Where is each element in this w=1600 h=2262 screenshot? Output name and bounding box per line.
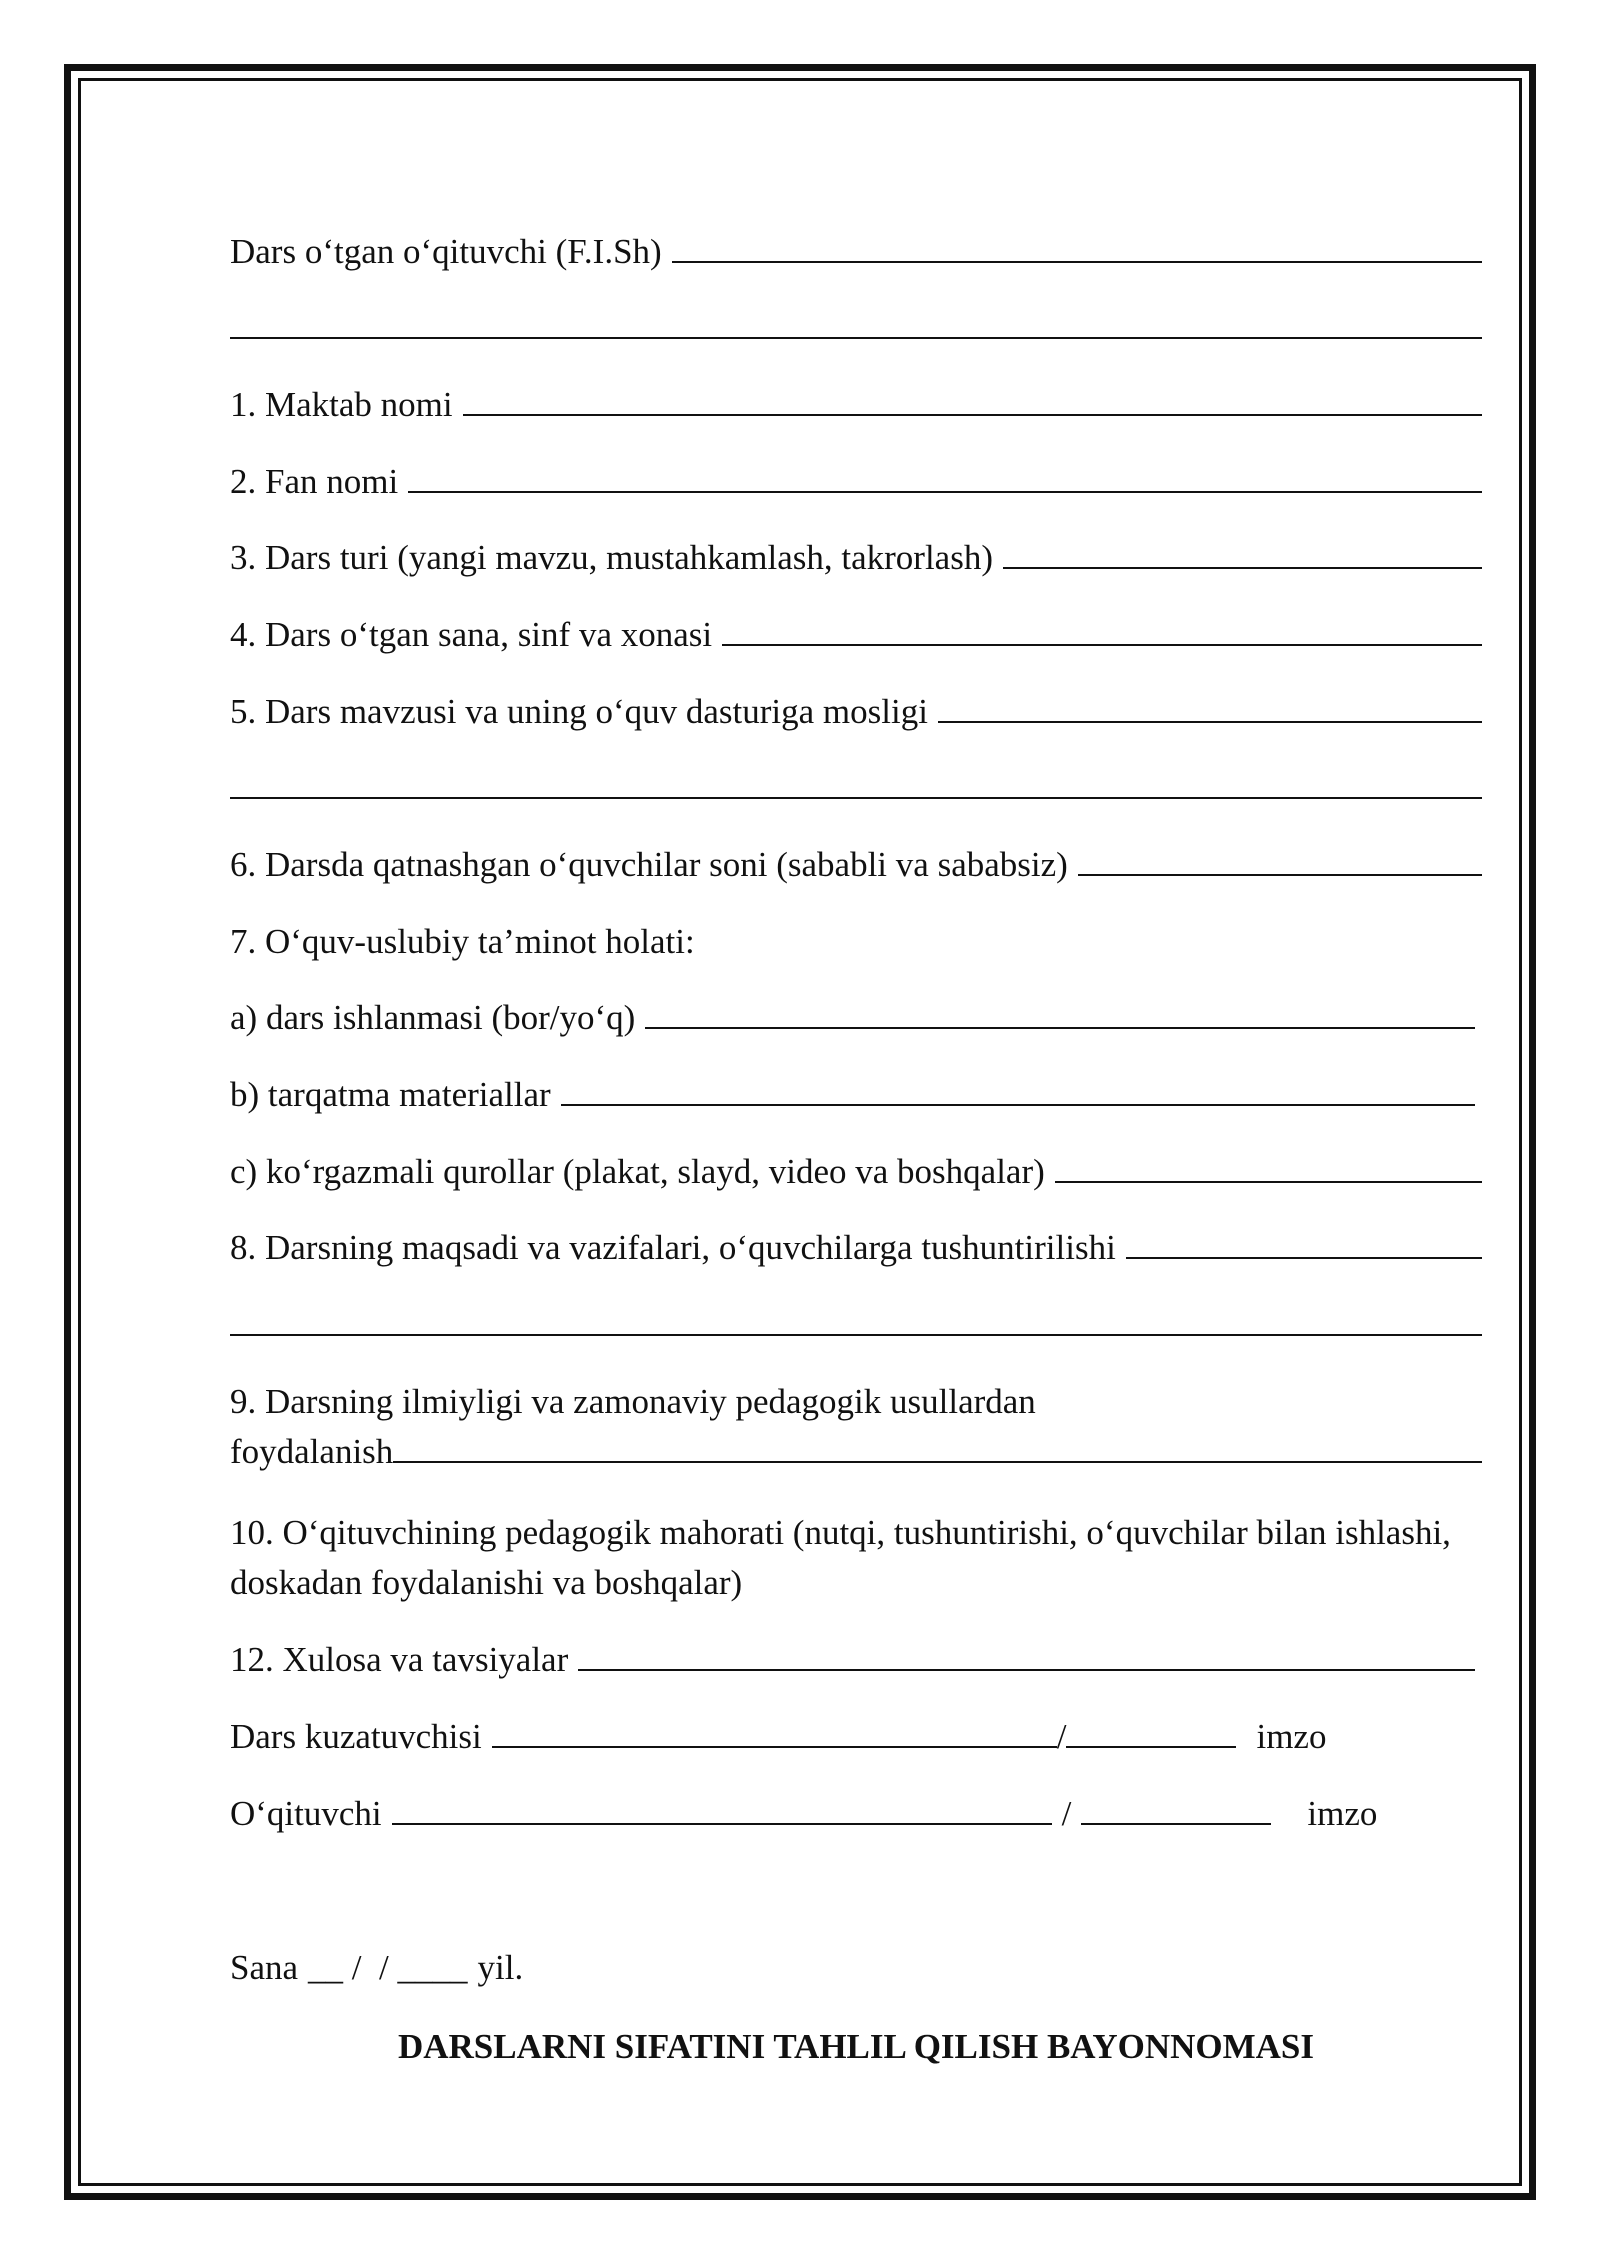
lesson-date-label: 4. Dars o‘tgan sana, sinf va xonasi: [230, 615, 713, 654]
school-name-row: [230, 385, 1482, 425]
attendance-row: [230, 845, 1482, 885]
lesson-goals-label: 8. Darsning maqsadi va vazifalari, o‘quvchilarga tushuntirilishi: [230, 1228, 1116, 1267]
handouts-label: b) tarqatma materiallar: [230, 1075, 551, 1114]
lesson-type-row: [230, 538, 1482, 578]
teacher-name-row: [230, 232, 1482, 272]
conclusion-label: 12. Xulosa va tavsiyalar: [230, 1640, 569, 1679]
lesson-goals-row-continued: [230, 1305, 1482, 1345]
scientific-level-row-continued: [230, 1432, 1482, 1472]
lesson-goals-row: [230, 1228, 1482, 1268]
document-title: DARSLARNI SIFATINI TAHLIL QILISH BAYONNOMASI: [397, 2027, 1315, 2066]
teacher-sign-name-field[interactable]: [392, 1823, 1052, 1825]
lesson-plan-field[interactable]: [645, 1027, 1475, 1029]
lesson-type-field[interactable]: [1003, 567, 1482, 569]
methodical-support-label: 7. O‘quv-uslubiy ta’minot holati:: [230, 922, 695, 961]
observer-signature-field[interactable]: [1066, 1746, 1236, 1748]
school-name-field[interactable]: [463, 414, 1482, 416]
attendance-label: 6. Darsda qatnashgan o‘quvchilar soni (sababli va sababsiz): [230, 845, 1068, 884]
lesson-type-label: 3. Dars turi (yangi mavzu, mustahkamlash, takrorlash): [230, 538, 993, 577]
lesson-plan-row: [230, 998, 1475, 1038]
teacher-name-row-continued: [230, 308, 1482, 348]
scientific-level-label-continued: foydalanish: [230, 1432, 394, 1471]
lesson-goals-field-continued[interactable]: [230, 1334, 1482, 1336]
lesson-topic-field[interactable]: [938, 721, 1482, 723]
handouts-field[interactable]: [561, 1104, 1475, 1106]
lesson-goals-field[interactable]: [1126, 1257, 1482, 1259]
teacher-signature-row: [230, 1794, 1377, 1834]
scientific-level-field[interactable]: [393, 1461, 1482, 1463]
lesson-topic-label: 5. Dars mavzusi va uning o‘quv dasturiga mosligi: [230, 692, 928, 731]
pedagogical-skill-text: 10. O‘qituvchining pedagogik mahorati (nutqi, tushuntirishi, o‘quvchilar bilan ishlashi, doskadan foydalanishi va boshqalar): [230, 1513, 1451, 1602]
date-row: [230, 1948, 523, 1988]
scientific-level-row: [230, 1382, 1482, 1422]
lesson-topic-row: [230, 692, 1482, 732]
observer-label: Dars kuzatuvchisi: [230, 1717, 482, 1756]
observer-slash: /: [1056, 1717, 1067, 1756]
conclusion-field[interactable]: [578, 1669, 1475, 1671]
lesson-plan-label: a) dars ishlanmasi (bor/yo‘q): [230, 998, 636, 1037]
subject-name-row: [230, 462, 1482, 502]
school-name-label: 1. Maktab nomi: [230, 385, 453, 424]
teacher-name-label: Dars o‘tgan o‘qituvchi (F.I.Sh): [230, 232, 662, 271]
date-field[interactable]: __ / / ____: [308, 1948, 468, 1987]
teacher-signature-word: imzo: [1307, 1794, 1378, 1833]
lesson-date-row: [230, 615, 1482, 655]
lesson-topic-row-continued: [230, 768, 1482, 808]
visual-aids-row: [230, 1152, 1482, 1192]
year-label: yil.: [477, 1948, 524, 1987]
observer-signature-word: imzo: [1256, 1717, 1327, 1756]
date-label: Sana: [230, 1948, 299, 1987]
scientific-level-label: 9. Darsning ilmiyligi va zamonaviy pedagogik usullardan: [230, 1382, 1036, 1421]
teacher-sign-slash: /: [1061, 1794, 1072, 1833]
visual-aids-field[interactable]: [1055, 1181, 1482, 1183]
teacher-name-field-continued[interactable]: [230, 337, 1482, 339]
teacher-signature-field[interactable]: [1081, 1823, 1271, 1825]
teacher-sign-label: O‘qituvchi: [230, 1794, 382, 1833]
teacher-name-field[interactable]: [672, 261, 1482, 263]
observer-signature-row: [230, 1717, 1326, 1757]
subject-name-field[interactable]: [408, 491, 1482, 493]
subject-name-label: 2. Fan nomi: [230, 462, 399, 501]
lesson-topic-field-continued[interactable]: [230, 797, 1482, 799]
handouts-row: [230, 1075, 1475, 1115]
observer-name-field[interactable]: [492, 1746, 1057, 1748]
attendance-field[interactable]: [1078, 874, 1482, 876]
methodical-support-row: [230, 922, 1482, 962]
conclusion-row: [230, 1640, 1475, 1680]
lesson-date-field[interactable]: [722, 644, 1482, 646]
visual-aids-label: c) ko‘rgazmali qurollar (plakat, slayd, video va boshqalar): [230, 1152, 1045, 1191]
